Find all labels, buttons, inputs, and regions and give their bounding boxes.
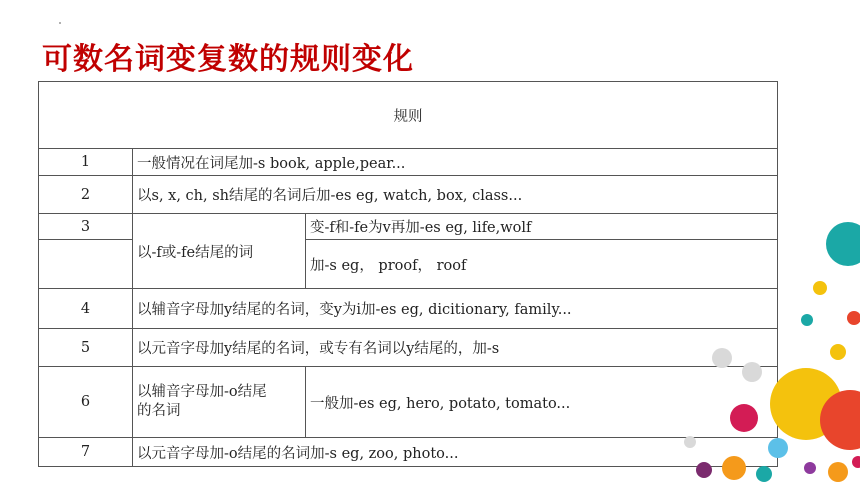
decorative-dot: [830, 344, 846, 360]
table-row: [39, 329, 778, 367]
row-number: 7: [39, 438, 133, 467]
rule-line: 以辅音字母加-o结尾: [137, 384, 267, 400]
decorative-dot: [801, 314, 813, 326]
sub-rule-cell: 变-f和-fe为v再加-es eg, life,wolf: [306, 214, 778, 240]
rule-cell: 一般情况在词尾加-s book, apple,pear...: [133, 149, 778, 176]
row-number: 6: [39, 367, 133, 438]
rule-cell: 以-f或-fe结尾的词: [133, 214, 306, 289]
rule-cell: 以元音字母加y结尾的名词，或专有名词以y结尾的，加-s: [133, 329, 778, 367]
decorative-dot: [59, 22, 61, 24]
sub-rule-cell: 加-s eg， proof， roof: [306, 240, 778, 289]
row-number: 4: [39, 289, 133, 329]
rule-cell: 以辅音字母加y结尾的名词，变y为i加-es eg, dicitionary, family...: [133, 289, 778, 329]
decorative-dot: [813, 281, 827, 295]
table-row: [39, 289, 778, 329]
rule-line: 的名词: [137, 403, 181, 419]
decorative-dot: [804, 462, 816, 474]
rule-cell: 以s, x, ch, sh结尾的名词后加-es eg, watch, box, class...: [133, 176, 778, 214]
table-header: 规则: [39, 82, 778, 149]
table-row: [39, 149, 778, 176]
sub-rule-cell: 一般加-es eg, hero, potato, tomato...: [306, 367, 778, 438]
decorative-dot: [770, 368, 842, 440]
table-row: [39, 438, 778, 467]
rule-cell: 以元音字母加-o结尾的名词加-s eg, zoo, photo...: [133, 438, 778, 467]
decorative-dot: [852, 456, 860, 468]
table-row: [39, 367, 778, 438]
decorative-dot: [828, 462, 848, 482]
rules-table: [38, 81, 778, 467]
row-number: 5: [39, 329, 133, 367]
decorative-dot: [820, 390, 860, 450]
decorative-dot: [756, 466, 772, 482]
decorative-dot: [847, 311, 860, 325]
row-number: 2: [39, 176, 133, 214]
table-row: [39, 214, 778, 240]
table-header-row: [39, 82, 778, 149]
table-row: [39, 176, 778, 214]
row-number-empty: [39, 240, 133, 289]
row-number: 1: [39, 149, 133, 176]
rule-cell: [133, 367, 306, 438]
page-title: 可数名词变复数的规则变化: [42, 42, 414, 77]
decorative-dot: [826, 222, 860, 266]
row-number: 3: [39, 214, 133, 240]
